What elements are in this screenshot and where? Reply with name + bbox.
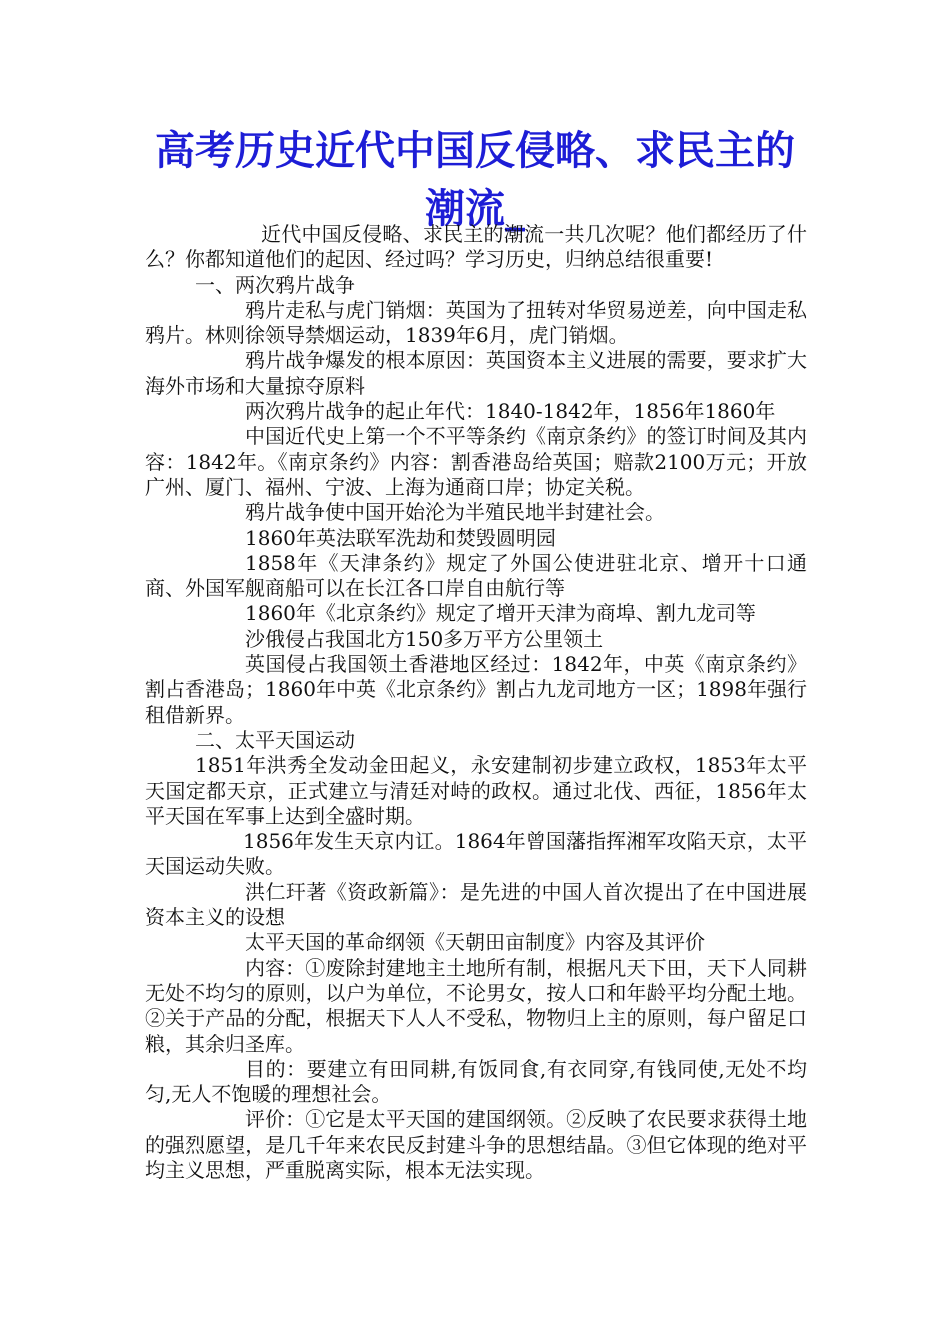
section-heading: 二、太平天国运动 xyxy=(195,727,355,752)
paragraph: 内容：①废除封建地主土地所有制，根据凡天下田，天下人同耕无处不均匀的原则，以户为单位，不论男女，按人口和年龄平均分配土地。②关于产品的分配，根据天下人人不受私，物物归上主的原则，每户留足口粮，其余归圣库。 xyxy=(145,955,807,1056)
document-title: 高考历史近代中国反侵略、求民主的潮流_ xyxy=(155,128,795,232)
paragraph: 两次鸦片战争的起止年代：1840-1842年，1856年1860年 xyxy=(245,399,776,424)
paragraph: 鸦片战争爆发的根本原因：英国资本主义进展的需要，要求扩大海外市场和大量掠夺原料 xyxy=(145,348,807,398)
paragraph: 1856年发生天京内讧。1864年曾国藩指挥湘军攻陷天京，太平天国运动失败。 xyxy=(145,829,807,879)
paragraph: 鸦片战争使中国开始沦为半殖民地半封建社会。 xyxy=(245,500,665,525)
paragraph: 太平天国的革命纲领《天朝田亩制度》内容及其评价 xyxy=(245,930,705,955)
section-heading: 一、两次鸦片战争 xyxy=(195,272,355,297)
paragraph: 洪仁玕著《资政新篇》：是先进的中国人首次提出了在中国进展资本主义的设想 xyxy=(145,879,807,930)
paragraph: 鸦片走私与虎门销烟：英国为了扭转对华贸易逆差，向中国走私鸦片。林则徐领导禁烟运动，1839年6月，虎门销烟。 xyxy=(145,297,807,348)
paragraph: 中国近代史上第一个不平等条约《南京条约》的签订时间及其内容：1842年。《南京条约》内容：割香港岛给英国；赔款2100万元；开放广州、厦门、福州、宁波、上海为通商口岸；协定关税。 xyxy=(145,424,807,499)
document-body xyxy=(145,222,807,1183)
paragraph: 1860年《北京条约》规定了增开天津为商埠、割九龙司等 xyxy=(245,601,756,626)
paragraph: 目的：要建立有田同耕,有饭同食,有衣同穿,有钱同使,无处不均匀,无人不饱暖的理想社会。 xyxy=(145,1056,807,1107)
paragraph: 评价：①它是太平天国的建国纲领。②反映了农民要求获得土地的强烈愿望，是几千年来农民反封建斗争的思想结晶。③但它体现的绝对平均主义思想，严重脱离实际，根本无法实现。 xyxy=(145,1107,807,1182)
paragraph: 1860年英法联军洗劫和焚毁圆明园 xyxy=(245,525,556,550)
paragraph: 英国侵占我国领土香港地区经过：1842年，中英《南京条约》割占香港岛；1860年中英《北京条约》割占九龙司地方一区；1898年强行租借新界。 xyxy=(145,652,807,727)
paragraph: 近代中国反侵略、求民主的潮流一共几次呢？他们都经历了什么？你都知道他们的起因、经过吗？学习历史，归纳总结很重要! xyxy=(145,222,807,272)
paragraph: 1858年《天津条约》规定了外国公使进驻北京、增开十口通商、外国军舰商船可以在长江各口岸自由航行等 xyxy=(145,550,807,601)
paragraph: 沙俄侵占我国北方150多万平方公里领土 xyxy=(245,626,604,651)
paragraph: 1851年洪秀全发动金田起义，永安建制初步建立政权，1853年太平天国定都天京，正式建立与清廷对峙的政权。通过北伐、西征，1856年太平天国在军事上达到全盛时期。 xyxy=(145,753,807,828)
